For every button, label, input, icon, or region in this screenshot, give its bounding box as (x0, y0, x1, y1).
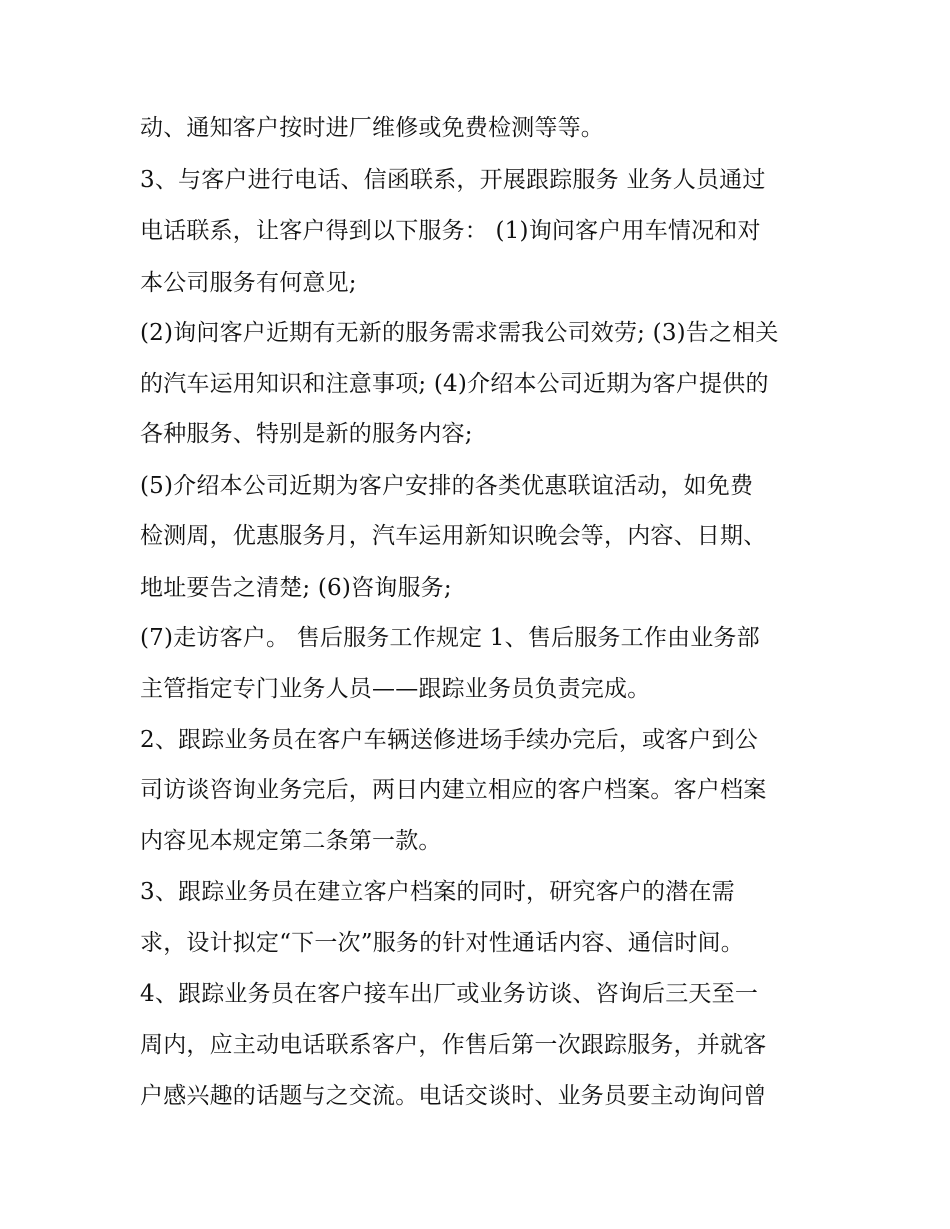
text-line: 周内，应主动电话联系客户，作售后第一次跟踪服务，并就客 (140, 1032, 767, 1058)
text-line: (5)介绍本公司近期为客户安排的各类优惠联谊活动，如免费 (140, 473, 754, 499)
text-line: 司访谈咨询业务完后，两日内建立相应的客户档案。客户档案 (140, 777, 767, 803)
text-line: 求，设计拟定“下一次”服务的针对性通话内容、通信时间。 (140, 930, 744, 956)
text-line: 3、跟踪业务员在建立客户档案的同时，研究客户的潜在需 (140, 879, 735, 905)
text-line: (2)询问客户近期有无新的服务需求需我公司效劳; (3)告之相关 (140, 320, 779, 346)
text-line: 2、跟踪业务员在客户车辆送修进场手续办完后，或客户到公 (140, 727, 759, 753)
text-line: 3、与客户进行电话、信函联系，开展跟踪服务 业务人员通过 (140, 167, 766, 193)
text-line: 地址要告之清楚; (6)咨询服务; (140, 575, 452, 601)
text-line: 本公司服务有何意见; (140, 270, 357, 296)
text-line: 检测周，优惠服务月，汽车运用新知识晚会等，内容、日期、 (140, 523, 767, 549)
text-line: 户感兴趣的话题与之交流。电话交谈时、业务员要主动询问曾 (140, 1083, 767, 1109)
text-line: 各种服务、特别是新的服务内容; (140, 421, 473, 447)
text-line: 动、通知客户按时进厂维修或免费检测等等。 (140, 115, 604, 141)
text-line: 的汽车运用知识和注意事项; (4)介绍本公司近期为客户提供的 (140, 371, 769, 397)
text-line: 内容见本规定第二条第一款。 (140, 828, 442, 854)
text-line: 电话联系，让客户得到以下服务： (1)询问客户用车情况和对 (140, 218, 761, 244)
text-line: 4、跟踪业务员在客户接车出厂或业务访谈、咨询后三天至一 (140, 981, 759, 1007)
text-line: (7)走访客户。 售后服务工作规定 1、售后服务工作由业务部 (140, 625, 760, 651)
text-line: 主管指定专门业务人员——跟踪业务员负责完成。 (140, 676, 651, 702)
